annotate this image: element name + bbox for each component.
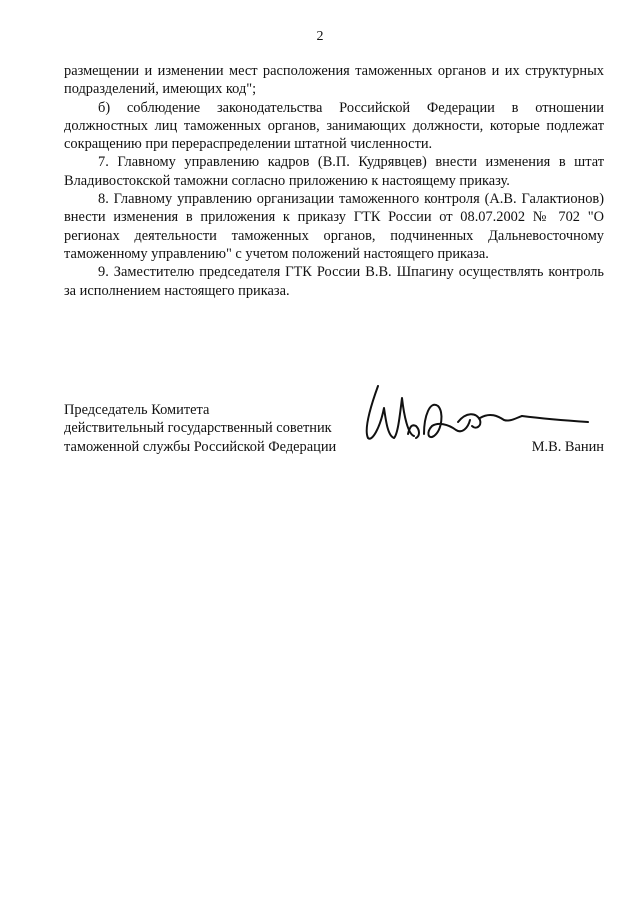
- paragraph-continuation: размещении и изменении мест расположения таможенных органов и их структурных подразделений, имеющих код";: [64, 63, 604, 98]
- signatory-title: [64, 401, 394, 456]
- signatory-title-line: таможенной службы Российской Федерации: [64, 438, 337, 455]
- order-body-text: [64, 62, 604, 300]
- paragraph-item-9: 9. Заместителю председателя ГТК России В.В. Шпагину осуществлять контроль за исполнением настоящего приказа.: [64, 264, 604, 299]
- paragraph-item-8: 8. Главному управлению организации таможенного контроля (А.В. Галактионов) внести изменения в приложения к приказу ГТК России от 08.07.2002 № 702 "О регионах деятельности таможенных органов, подчиненных Дальневосточному таможенному управлению" с учетом положений настоящего приказа.: [64, 191, 604, 262]
- signatory-title-line: действительный государственный советник: [64, 420, 332, 437]
- signatory-title-line: Председатель Комитета: [64, 402, 210, 418]
- page-number: 2: [316, 29, 324, 44]
- paragraph-item-b: б) соблюдение законодательства Российской Федерации в отношении должностных лиц таможенных органов, занимающих должности, которые подлежат сокращению при перераспределении штатной численности.: [64, 99, 604, 153]
- paragraph-item-7: 7. Главному управлению кадров (В.П. Кудрявцев) внести изменения в штат Владивостокской таможни согласно приложению к настоящему приказу.: [64, 154, 604, 189]
- signatory-name: М.В. Ванин: [531, 439, 604, 455]
